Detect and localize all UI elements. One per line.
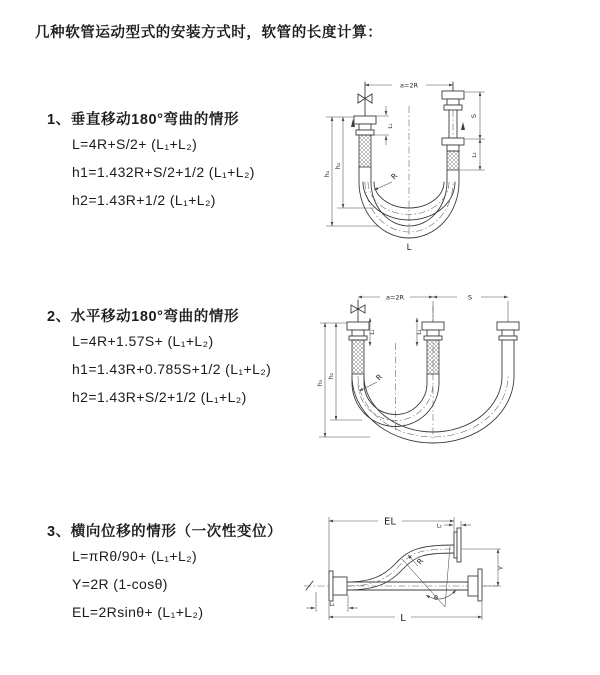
dim-label-l1: L₁ [370, 329, 376, 335]
radius-label: R [414, 556, 426, 567]
up-arrow-icon [461, 122, 465, 130]
dim-label-s: S [470, 113, 478, 119]
dim-label-l2: L₂ [329, 602, 335, 608]
section-3-heading: 3、横向位移的情形（一次性变位） [47, 524, 283, 540]
original-position-pipe [422, 301, 444, 383]
radius-label: R [374, 372, 385, 383]
dim-label-l1: L₁ [436, 523, 442, 530]
dim-label-span: a=2R [399, 81, 419, 90]
radius-construction-lines [402, 546, 456, 607]
dim-label-h1: h₁ [323, 170, 331, 178]
dim-label-el: EL [384, 516, 396, 528]
dim-label-l2: L₂ [472, 152, 478, 158]
page-title: 几种软管运动型式的安装方式时，软管的长度计算： [35, 25, 383, 41]
fixed-end-flange [329, 571, 347, 601]
dim-label-s: S [467, 293, 473, 302]
length-label: L [406, 243, 412, 253]
section-2-formula-h1: h1=1.43R+0.785S+1/2 (L₁+L₂) [72, 361, 272, 377]
diagram-lateral-displacement [298, 502, 598, 652]
original-position-pipe [347, 569, 482, 601]
section-2-heading: 2、水平移动180°弯曲的情形 [47, 309, 240, 325]
section-3-formula-Y: Y=2R (1-cosθ) [72, 576, 168, 592]
dim-label-h2: h₂ [327, 372, 335, 380]
diagram-vertical-180-bend [308, 70, 593, 255]
section-2-formula-L: L=4R+1.57S+ (L₁+L₂) [72, 333, 214, 349]
dim-label-l: L [400, 613, 406, 624]
section-1-formula-h1: h1=1.432R+S/2+1/2 (L₁+L₂) [72, 164, 255, 180]
section-1-heading: 1、垂直移动180°弯曲的情形 [47, 112, 240, 128]
section-3-formula-L: L=πRθ/90+ (L₁+L₂) [72, 548, 198, 564]
section-3-formula-EL: EL=2Rsinθ+ (L₁+L₂) [72, 604, 204, 620]
section-2-formula-h2: h2=1.43R+S/2+1/2 (L₁+L₂) [72, 389, 247, 405]
section-1-formula-h2: h2=1.43R+1/2 (L₁+L₂) [72, 192, 216, 208]
hose-u-bend-curves [359, 106, 459, 240]
fixed-end-pipe [347, 300, 369, 383]
dim-label-h2: h₂ [334, 162, 342, 170]
hose-s-curve [347, 528, 461, 590]
fixed-end-pipe [351, 82, 376, 182]
dim-label-l2: L₂ [417, 329, 423, 335]
section-1-formula-L: L=4R+S/2+ (L₁+L₂) [72, 136, 198, 152]
angle-label: θ [434, 594, 438, 602]
diagram-horizontal-180-bend [310, 288, 595, 460]
dim-label-l1: L₁ [388, 123, 394, 129]
moved-position-pipe [497, 301, 519, 376]
moving-end-pipe [442, 82, 465, 182]
dim-label-h1: h₁ [316, 379, 324, 387]
dim-label-span: a=2R [385, 293, 405, 302]
dim-label-y: Y [497, 566, 505, 570]
radius-label: R [389, 171, 400, 182]
